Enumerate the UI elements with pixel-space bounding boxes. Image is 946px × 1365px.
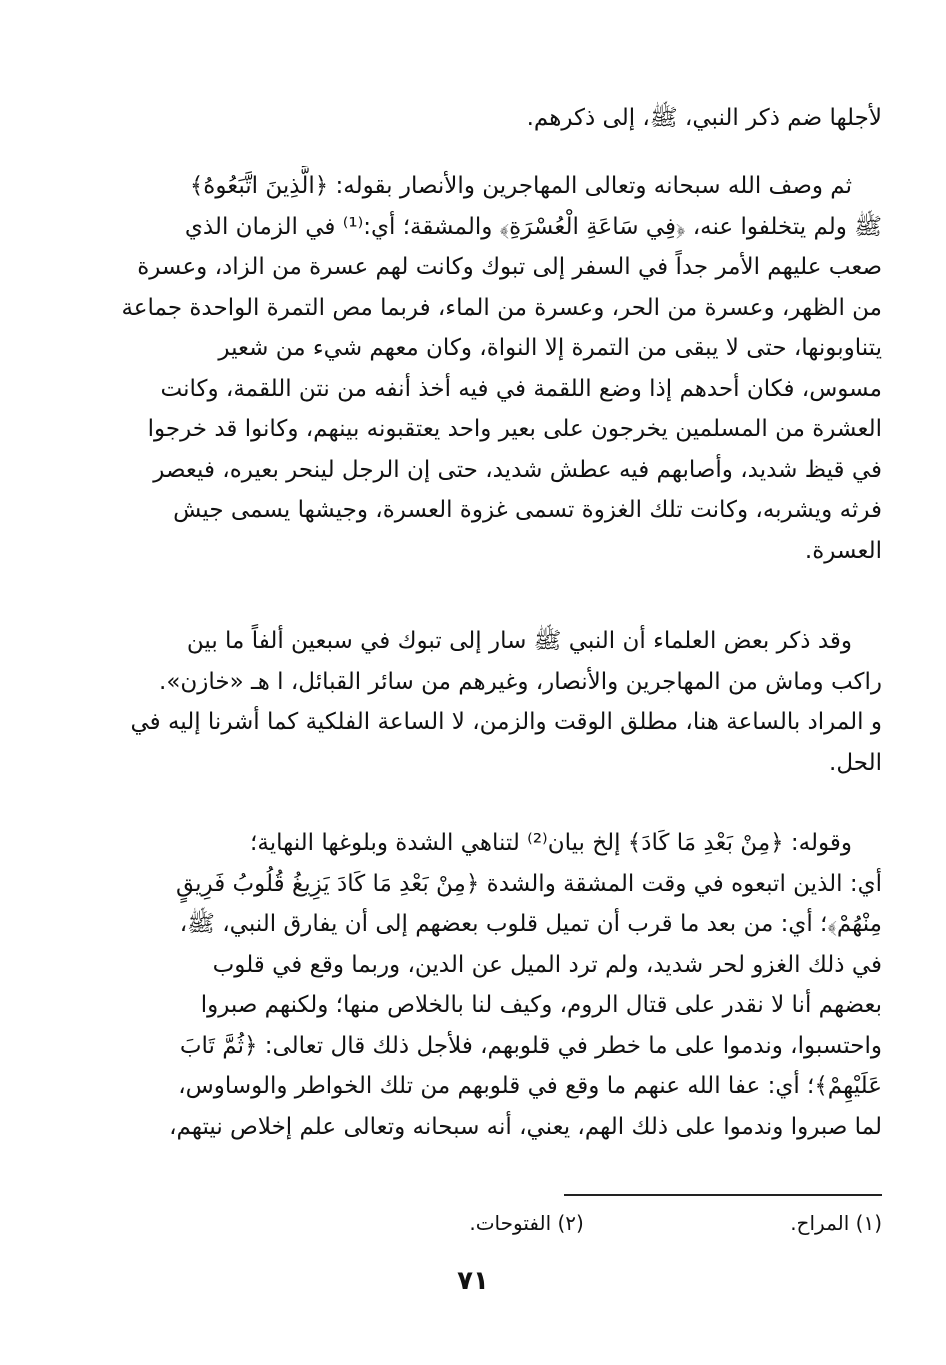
text-line: راكب وماش من المهاجرين والأنصار، وغيرهم من سائر القبائل، ا هـ «خازن». [159, 668, 882, 695]
text-line: ﷺ ولم يتخلفوا عنه، ﴿فِي سَاعَةِ الْعُسْرَةِ﴾ والمشقة؛ أي:⁽¹⁾ في الزمان الذي [184, 213, 882, 240]
paragraph-4 [106, 823, 882, 1147]
footnote-1: (١) المراح. [790, 1211, 882, 1235]
text-line: العشرة من المسلمين يخرجون على بعير واحد يعتقبونه بينهم، وكانوا قد خرجوا [147, 416, 882, 442]
page-number: ٧١ [457, 1266, 489, 1296]
paragraph-1 [106, 98, 882, 139]
text-line: العسرة. [804, 537, 882, 564]
text-line: مِنْهُمْ﴾؛ أي: من بعد ما قرب أن تميل قلوب بعضهم إلى أن يفارق النبي، ﷺ، [179, 911, 882, 937]
text-line: ثم وصف الله سبحانه وتعالى المهاجرين والأنصار بقوله: ﴿الَّذِينَ اتَّبَعُوهُ﴾ [189, 173, 852, 199]
footnote-divider [564, 1194, 882, 1196]
text-line: الحل. [829, 749, 882, 776]
footnotes [282, 1208, 882, 1238]
text-line: في قيظ شديد، وأصابهم فيه عطش شديد، حتى إن الرجل لينحر بعيره، فيعصر [153, 456, 882, 483]
text-line: لما صبروا وندموا على ذلك الهم، يعني، أنه سبحانه وتعالى علم إخلاص نيتهم، [169, 1113, 882, 1140]
text-line: من الظهر، وعسرة من الحر، وعسرة من الماء، فربما مص التمرة الواحدة جماعة [121, 294, 882, 321]
text-line: وقوله: ﴿مِنْ بَعْدِ مَا كَادَ﴾ إلخ بيان⁽²⁾ لتناهي الشدة وبلوغها النهاية؛ [250, 830, 852, 856]
text-line: عَلَيْهِمْ﴾؛ أي: عفا الله عنهم ما وقع في قلوبهم من تلك الخواطر والوساوس، [178, 1073, 882, 1099]
text-line: واحتسبوا، وندموا على ما خطر في قلوبهم، فلأجل ذلك قال تعالى: ﴿ثُمَّ تَابَ [179, 1032, 882, 1059]
text-line: يتناوبونها، حتى لا يبقى من التمرة إلا النواة، وكان معهم شيء من شعير [218, 335, 882, 361]
text-line: و المراد بالساعة هنا، مطلق الوقت والزمن، لا الساعة الفلكية كما أشرنا إليه في [130, 709, 882, 735]
paragraph-3 [106, 621, 882, 783]
text-line: بعضهم أنا لا نقدر على قتال الروم، وكيف لنا بالخلاص منها؛ ولكنهم صبروا [200, 992, 882, 1018]
paragraph-2 [106, 166, 882, 571]
text-line: أي: الذين اتبعوه في وقت المشقة والشدة ﴿مِنْ بَعْدِ مَا كَادَ يَزِيغُ قُلُوبُ فَرِيقٍ [175, 870, 882, 897]
text-line: لأجلها ضم ذكر النبي، ﷺ، إلى ذكرهم. [526, 105, 882, 131]
text-line: مسوس، فكان أحدهم إذا وضع اللقمة في فيه أخذ أنفه من نتن اللقمة، وكانت [160, 375, 882, 402]
text-line: في ذلك الغزو لحر شديد، ولم ترد الميل عن الدين، وربما وقع في قلوب [212, 951, 882, 978]
footnote-2: (٢) الفتوحات. [469, 1211, 584, 1235]
text-line: صعب عليهم الأمر جداً في السفر إلى تبوك وكانت لهم عسرة من الزاد، وعسرة [137, 254, 882, 280]
text-line: وقد ذكر بعض العلماء أن النبي ﷺ سار إلى تبوك في سبعين ألفاً ما بين [186, 628, 852, 654]
text-line: فرثه ويشربه، وكانت تلك الغزوة تسمى غزوة العسرة، وجيشها يسمى جيش [173, 497, 882, 523]
